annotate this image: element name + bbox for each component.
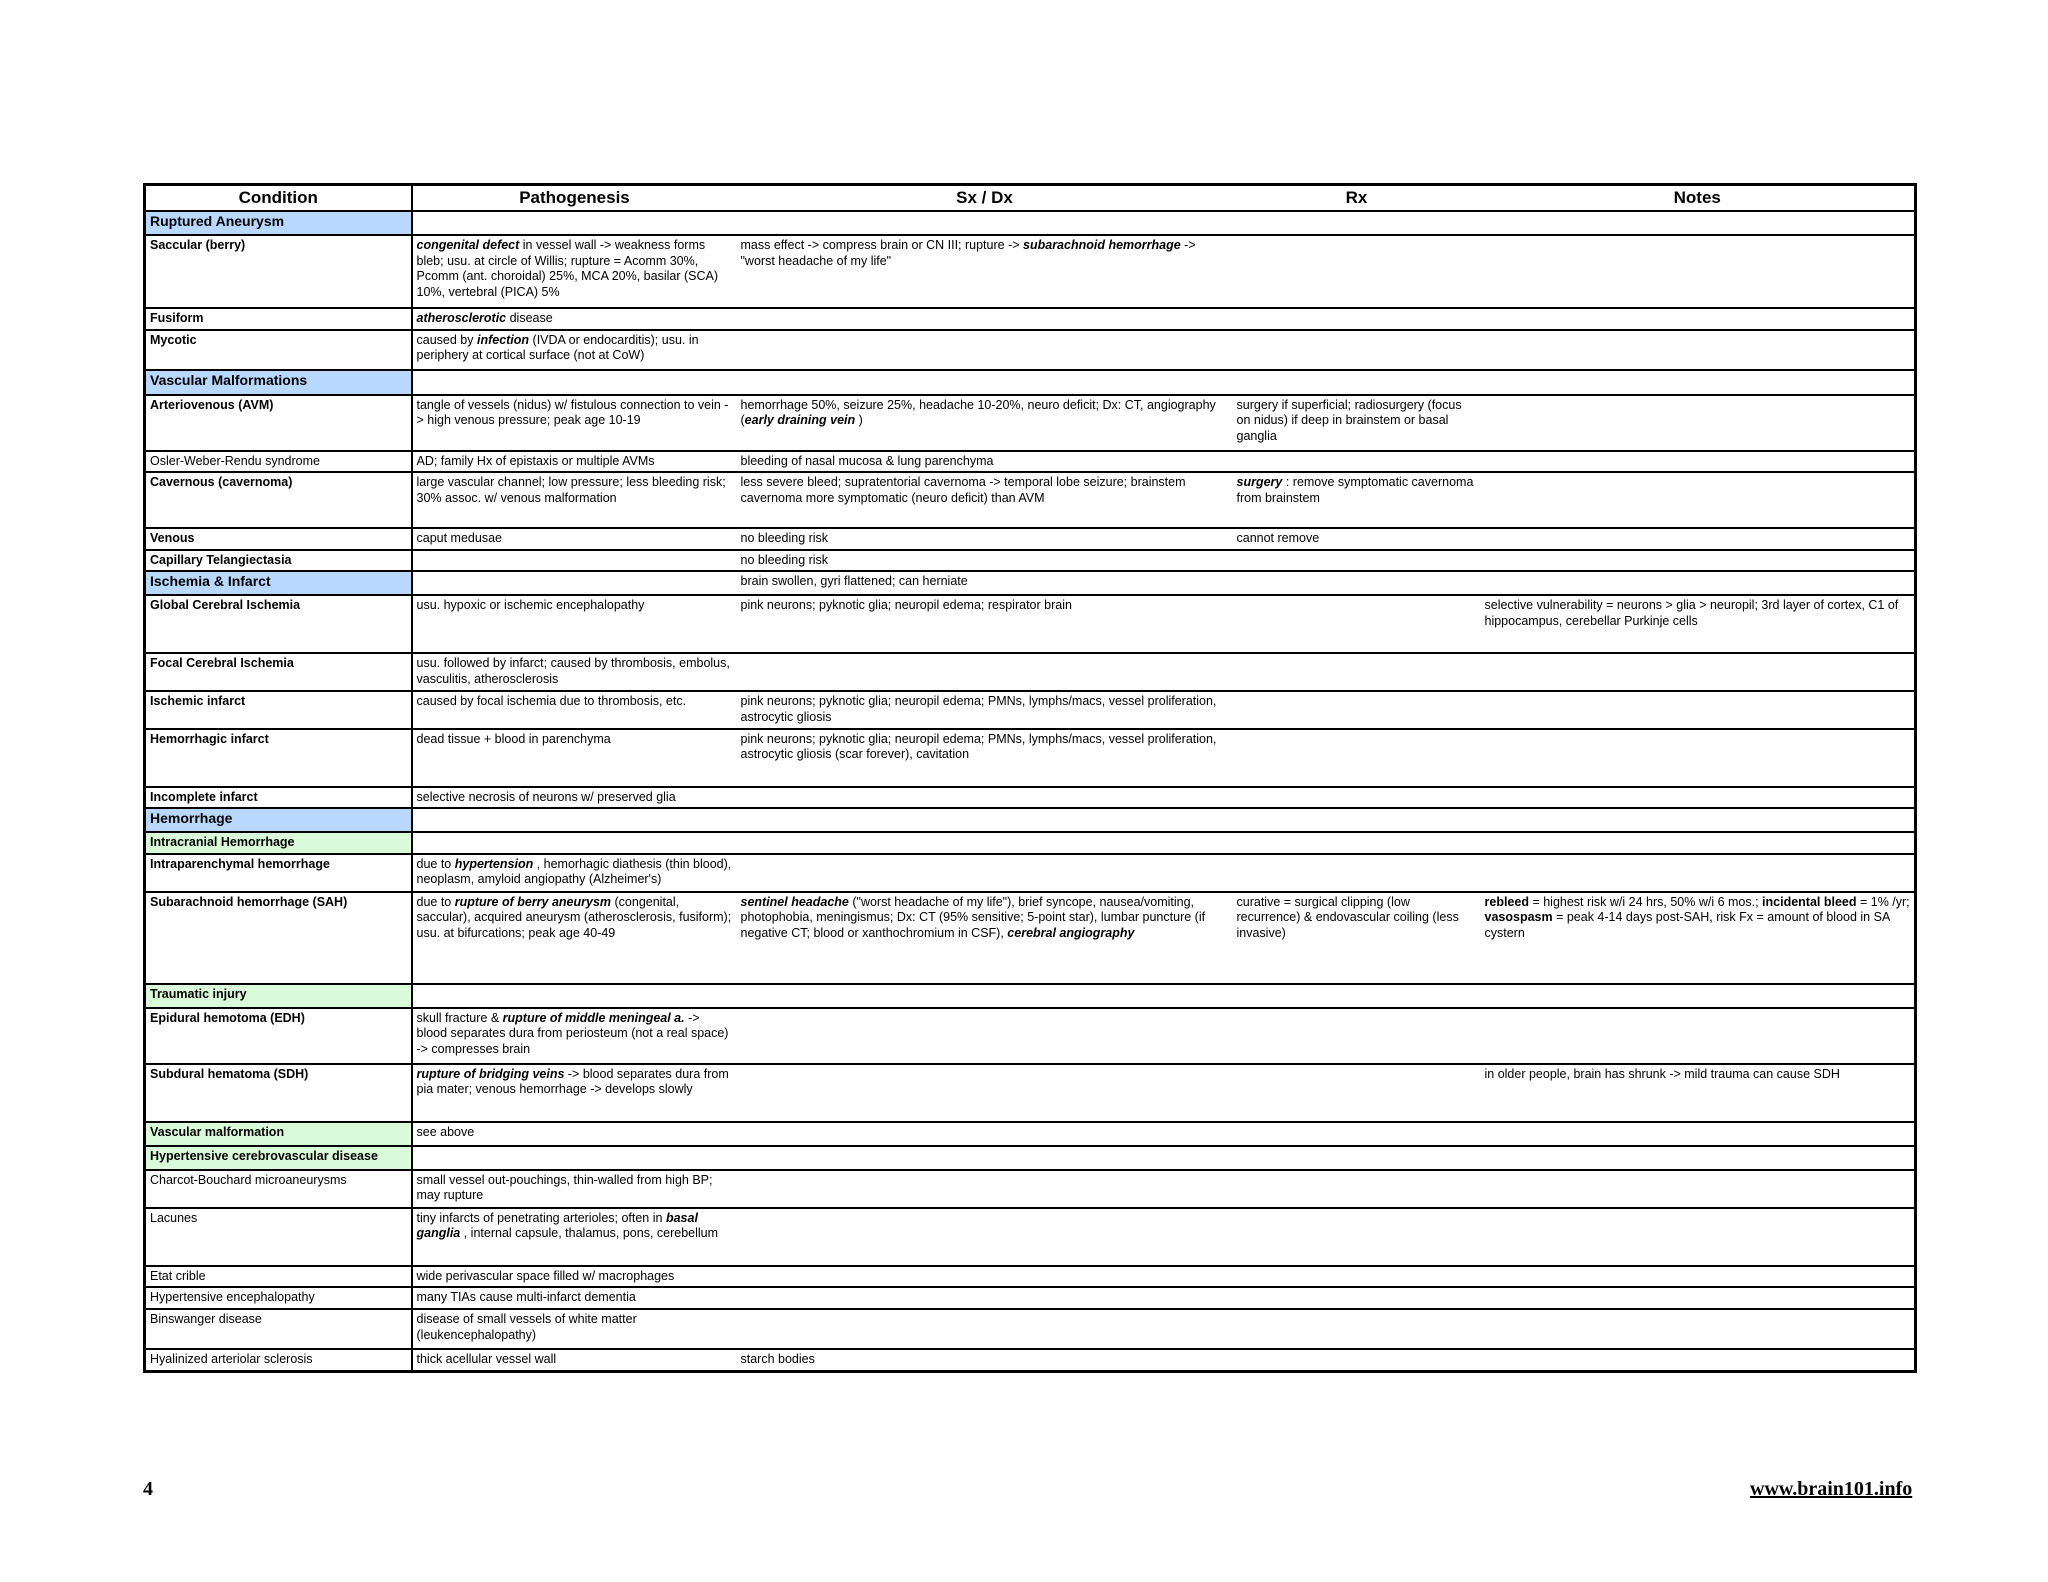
cell-rx xyxy=(1233,1008,1481,1064)
cell-condition: Focal Cerebral Ischemia xyxy=(145,653,412,691)
cell-condition: Traumatic injury xyxy=(145,984,412,1008)
cell-notes xyxy=(1481,854,1916,892)
table-row xyxy=(145,892,1916,984)
cell-condition: Arteriovenous (AVM) xyxy=(145,395,412,451)
table-row xyxy=(145,330,1916,370)
cell-sx-dx xyxy=(737,1122,1233,1146)
header-sx-dx: Sx / Dx xyxy=(737,185,1233,212)
cell-condition: Intraparenchymal hemorrhage xyxy=(145,854,412,892)
cell-notes xyxy=(1481,1008,1916,1064)
cell-pathogenesis: rupture of bridging veins -> blood separates dura from pia mater; venous hemorrhage -> develops slowly xyxy=(412,1064,737,1122)
cell-pathogenesis: congenital defect in vessel wall -> weakness forms bleb; usu. at circle of Willis; rupture = Acomm 30%, Pcomm (ant. choroidal) 25%, MCA 20%, basilar (SCA) 10%, vertebral (PICA) 5% xyxy=(412,235,737,308)
cell-rx xyxy=(1233,595,1481,653)
cell-pathogenesis xyxy=(412,808,737,832)
cell-condition: Etat crible xyxy=(145,1266,412,1288)
header-notes: Notes xyxy=(1481,185,1916,212)
cell-sx-dx: starch bodies xyxy=(737,1349,1233,1371)
cell-sx-dx xyxy=(737,808,1233,832)
cell-sx-dx xyxy=(737,1266,1233,1288)
table-row xyxy=(145,1146,1916,1170)
cell-sx-dx xyxy=(737,330,1233,370)
cell-rx xyxy=(1233,451,1481,473)
cell-rx xyxy=(1233,984,1481,1008)
cell-condition: Subdural hematoma (SDH) xyxy=(145,1064,412,1122)
cell-condition: Charcot-Bouchard microaneurysms xyxy=(145,1170,412,1208)
cell-pathogenesis: thick acellular vessel wall xyxy=(412,1349,737,1371)
cell-condition: Ischemia & Infarct xyxy=(145,571,412,595)
cell-sx-dx: pink neurons; pyknotic glia; neuropil edema; PMNs, lymphs/macs, vessel proliferation, astrocytic gliosis xyxy=(737,691,1233,728)
cell-notes xyxy=(1481,808,1916,832)
cell-pathogenesis: wide perivascular space filled w/ macrophages xyxy=(412,1266,737,1288)
cell-condition: Vascular malformation xyxy=(145,1122,412,1146)
table-row xyxy=(145,653,1916,691)
cell-notes xyxy=(1481,330,1916,370)
cell-pathogenesis xyxy=(412,984,737,1008)
cell-sx-dx: hemorrhage 50%, seizure 25%, headache 10-20%, neuro deficit; Dx: CT, angiography (early draining vein ) xyxy=(737,395,1233,451)
cell-rx xyxy=(1233,571,1481,595)
cell-notes xyxy=(1481,472,1916,528)
table-row xyxy=(145,308,1916,330)
cell-pathogenesis: disease of small vessels of white matter (leukencephalopathy) xyxy=(412,1309,737,1349)
cell-pathogenesis: AD; family Hx of epistaxis or multiple AVMs xyxy=(412,451,737,473)
cell-condition: Ruptured Aneurysm xyxy=(145,211,412,235)
cell-notes xyxy=(1481,1266,1916,1288)
cell-notes xyxy=(1481,1287,1916,1309)
cell-sx-dx xyxy=(737,653,1233,691)
cell-notes xyxy=(1481,1208,1916,1266)
cell-notes xyxy=(1481,653,1916,691)
cell-notes xyxy=(1481,787,1916,809)
website-link[interactable]: www.brain101.info xyxy=(1750,1478,1913,1500)
cell-notes xyxy=(1481,451,1916,473)
cell-pathogenesis: tiny infarcts of penetrating arterioles; often in basal ganglia , internal capsule, thalamus, pons, cerebellum xyxy=(412,1208,737,1266)
table-row xyxy=(145,1170,1916,1208)
cell-sx-dx: less severe bleed; supratentorial cavernoma -> temporal lobe seizure; brainstem cavernoma more symptomatic (neuro deficit) than AVM xyxy=(737,472,1233,528)
cell-condition: Vascular Malformations xyxy=(145,370,412,395)
cell-pathogenesis xyxy=(412,370,737,395)
cell-notes: in older people, brain has shrunk -> mild trauma can cause SDH xyxy=(1481,1064,1916,1122)
header-pathogenesis: Pathogenesis xyxy=(412,185,737,212)
cell-rx xyxy=(1233,1146,1481,1170)
cell-sx-dx: no bleeding risk xyxy=(737,550,1233,572)
cell-rx xyxy=(1233,832,1481,854)
table-body xyxy=(145,211,1916,1371)
cell-rx xyxy=(1233,211,1481,235)
cell-pathogenesis xyxy=(412,832,737,854)
cell-rx: surgery if superficial; radiosurgery (focus on nidus) if deep in brainstem or basal ganglia xyxy=(1233,395,1481,451)
table-row xyxy=(145,550,1916,572)
cell-pathogenesis: caused by infection (IVDA or endocarditis); usu. in periphery at cortical surface (not at CoW) xyxy=(412,330,737,370)
cell-condition: Lacunes xyxy=(145,1208,412,1266)
cell-notes xyxy=(1481,1170,1916,1208)
table-row xyxy=(145,1266,1916,1288)
cell-notes: selective vulnerability = neurons > glia > neuropil; 3rd layer of cortex, C1 of hippocampus, cerebellar Purkinje cells xyxy=(1481,595,1916,653)
cell-sx-dx xyxy=(737,1287,1233,1309)
cell-rx xyxy=(1233,370,1481,395)
cell-sx-dx xyxy=(737,1064,1233,1122)
cell-notes xyxy=(1481,1122,1916,1146)
cell-condition: Hemorrhagic infarct xyxy=(145,729,412,787)
cell-rx xyxy=(1233,235,1481,308)
table-row xyxy=(145,984,1916,1008)
header-condition: Condition xyxy=(145,185,412,212)
cell-pathogenesis xyxy=(412,211,737,235)
table-row xyxy=(145,235,1916,308)
cell-pathogenesis: large vascular channel; low pressure; less bleeding risk; 30% assoc. w/ venous malformation xyxy=(412,472,737,528)
cell-pathogenesis: many TIAs cause multi-infarct dementia xyxy=(412,1287,737,1309)
cell-condition: Hyalinized arteriolar sclerosis xyxy=(145,1349,412,1371)
cell-notes xyxy=(1481,729,1916,787)
cell-pathogenesis: due to hypertension , hemorhagic diathesis (thin blood), neoplasm, amyloid angiopathy (Alzheimer's) xyxy=(412,854,737,892)
cell-pathogenesis: usu. hypoxic or ischemic encephalopathy xyxy=(412,595,737,653)
cell-condition: Incomplete infarct xyxy=(145,787,412,809)
table-row xyxy=(145,528,1916,550)
cell-pathogenesis xyxy=(412,550,737,572)
cell-sx-dx xyxy=(737,832,1233,854)
cell-notes xyxy=(1481,571,1916,595)
cell-sx-dx xyxy=(737,984,1233,1008)
cell-condition: Subarachnoid hemorrhage (SAH) xyxy=(145,892,412,984)
cell-notes xyxy=(1481,370,1916,395)
cell-notes xyxy=(1481,308,1916,330)
cell-sx-dx: pink neurons; pyknotic glia; neuropil edema; PMNs, lymphs/macs, vessel proliferation, astrocytic gliosis (scar forever), cavitation xyxy=(737,729,1233,787)
cell-sx-dx xyxy=(737,787,1233,809)
cell-condition: Hemorrhage xyxy=(145,808,412,832)
table-row xyxy=(145,808,1916,832)
cell-rx: curative = surgical clipping (low recurrence) & endovascular coiling (less invasive) xyxy=(1233,892,1481,984)
cell-pathogenesis: caused by focal ischemia due to thrombosis, etc. xyxy=(412,691,737,728)
cell-condition: Binswanger disease xyxy=(145,1309,412,1349)
cell-condition: Venous xyxy=(145,528,412,550)
cell-sx-dx xyxy=(737,1208,1233,1266)
cell-rx: surgery : remove symptomatic cavernoma from brainstem xyxy=(1233,472,1481,528)
cell-rx xyxy=(1233,1287,1481,1309)
cell-sx-dx xyxy=(737,1146,1233,1170)
table-row xyxy=(145,1122,1916,1146)
cell-sx-dx xyxy=(737,854,1233,892)
cell-rx xyxy=(1233,787,1481,809)
cell-notes xyxy=(1481,528,1916,550)
cell-pathogenesis: tangle of vessels (nidus) w/ fistulous connection to vein -> high venous pressure; peak age 10-19 xyxy=(412,395,737,451)
cell-rx xyxy=(1233,854,1481,892)
table-row xyxy=(145,370,1916,395)
table-row xyxy=(145,571,1916,595)
cell-sx-dx xyxy=(737,211,1233,235)
conditions-table xyxy=(143,183,1917,1373)
cell-sx-dx: sentinel headache ("worst headache of my life"), brief syncope, nausea/vomiting, photophobia, meningismus; Dx: CT (95% sensitive; 5-point star), lumbar puncture (if negative CT; blood or xanthochromium in CSF), cerebral angiography xyxy=(737,892,1233,984)
cell-rx xyxy=(1233,1266,1481,1288)
table-row xyxy=(145,787,1916,809)
cell-sx-dx xyxy=(737,1309,1233,1349)
cell-notes xyxy=(1481,1349,1916,1371)
cell-condition: Hypertensive cerebrovascular disease xyxy=(145,1146,412,1170)
cell-pathogenesis: usu. followed by infarct; caused by thrombosis, embolus, vasculitis, atherosclerosis xyxy=(412,653,737,691)
table-row xyxy=(145,1208,1916,1266)
cell-sx-dx xyxy=(737,1008,1233,1064)
table-row xyxy=(145,854,1916,892)
cell-pathogenesis: atherosclerotic disease xyxy=(412,308,737,330)
cell-rx xyxy=(1233,808,1481,832)
cell-sx-dx: mass effect -> compress brain or CN III; rupture -> subarachnoid hemorrhage -> "worst headache of my life" xyxy=(737,235,1233,308)
cell-rx xyxy=(1233,308,1481,330)
cell-sx-dx: bleeding of nasal mucosa & lung parenchyma xyxy=(737,451,1233,473)
cell-sx-dx: no bleeding risk xyxy=(737,528,1233,550)
cell-condition: Ischemic infarct xyxy=(145,691,412,728)
cell-rx xyxy=(1233,691,1481,728)
cell-rx xyxy=(1233,1122,1481,1146)
table-row xyxy=(145,729,1916,787)
cell-notes xyxy=(1481,1146,1916,1170)
table-row xyxy=(145,691,1916,728)
header-rx: Rx xyxy=(1233,185,1481,212)
cell-condition: Fusiform xyxy=(145,308,412,330)
cell-rx xyxy=(1233,1064,1481,1122)
cell-notes: rebleed = highest risk w/i 24 hrs, 50% w/i 6 mos.; incidental bleed = 1% /yr; vasospasm = peak 4-14 days post-SAH, risk Fx = amount of blood in SA cystern xyxy=(1481,892,1916,984)
cell-notes xyxy=(1481,984,1916,1008)
cell-sx-dx xyxy=(737,308,1233,330)
cell-condition: Cavernous (cavernoma) xyxy=(145,472,412,528)
cell-condition: Intracranial Hemorrhage xyxy=(145,832,412,854)
cell-rx xyxy=(1233,1208,1481,1266)
cell-rx xyxy=(1233,1170,1481,1208)
cell-notes xyxy=(1481,395,1916,451)
cell-notes xyxy=(1481,235,1916,308)
cell-pathogenesis: caput medusae xyxy=(412,528,737,550)
cell-rx xyxy=(1233,1349,1481,1371)
table-row xyxy=(145,1309,1916,1349)
cell-rx xyxy=(1233,729,1481,787)
page-number: 4 xyxy=(143,1478,153,1500)
cell-condition: Saccular (berry) xyxy=(145,235,412,308)
cell-sx-dx: pink neurons; pyknotic glia; neuropil edema; respirator brain xyxy=(737,595,1233,653)
cell-pathogenesis: due to rupture of berry aneurysm (congenital, saccular), acquired aneurysm (atherosclerosis, fusiform); usu. at bifurcations; peak age 40-49 xyxy=(412,892,737,984)
table-row xyxy=(145,451,1916,473)
table-row xyxy=(145,1287,1916,1309)
cell-sx-dx xyxy=(737,1170,1233,1208)
cell-sx-dx: brain swollen, gyri flattened; can herniate xyxy=(737,571,1233,595)
table-row xyxy=(145,472,1916,528)
cell-pathogenesis xyxy=(412,1146,737,1170)
table-row xyxy=(145,395,1916,451)
cell-pathogenesis: small vessel out-pouchings, thin-walled from high BP; may rupture xyxy=(412,1170,737,1208)
cell-rx xyxy=(1233,550,1481,572)
cell-notes xyxy=(1481,211,1916,235)
cell-condition: Global Cerebral Ischemia xyxy=(145,595,412,653)
cell-notes xyxy=(1481,691,1916,728)
table-row xyxy=(145,832,1916,854)
cell-condition: Epidural hemotoma (EDH) xyxy=(145,1008,412,1064)
cell-rx xyxy=(1233,330,1481,370)
cell-condition: Osler-Weber-Rendu syndrome xyxy=(145,451,412,473)
cell-rx: cannot remove xyxy=(1233,528,1481,550)
table-row xyxy=(145,1008,1916,1064)
table-row xyxy=(145,595,1916,653)
cell-pathogenesis: see above xyxy=(412,1122,737,1146)
cell-sx-dx xyxy=(737,370,1233,395)
cell-pathogenesis xyxy=(412,571,737,595)
cell-notes xyxy=(1481,550,1916,572)
table-row xyxy=(145,211,1916,235)
cell-pathogenesis: dead tissue + blood in parenchyma xyxy=(412,729,737,787)
cell-condition: Hypertensive encephalopathy xyxy=(145,1287,412,1309)
cell-pathogenesis: selective necrosis of neurons w/ preserved glia xyxy=(412,787,737,809)
cell-condition: Capillary Telangiectasia xyxy=(145,550,412,572)
cell-condition: Mycotic xyxy=(145,330,412,370)
cell-rx xyxy=(1233,653,1481,691)
cell-rx xyxy=(1233,1309,1481,1349)
header-row xyxy=(145,185,1916,212)
table-row xyxy=(145,1349,1916,1371)
cell-notes xyxy=(1481,832,1916,854)
table-row xyxy=(145,1064,1916,1122)
cell-notes xyxy=(1481,1309,1916,1349)
cell-pathogenesis: skull fracture & rupture of middle meningeal a. -> blood separates dura from periosteum (not a real space) -> compresses brain xyxy=(412,1008,737,1064)
